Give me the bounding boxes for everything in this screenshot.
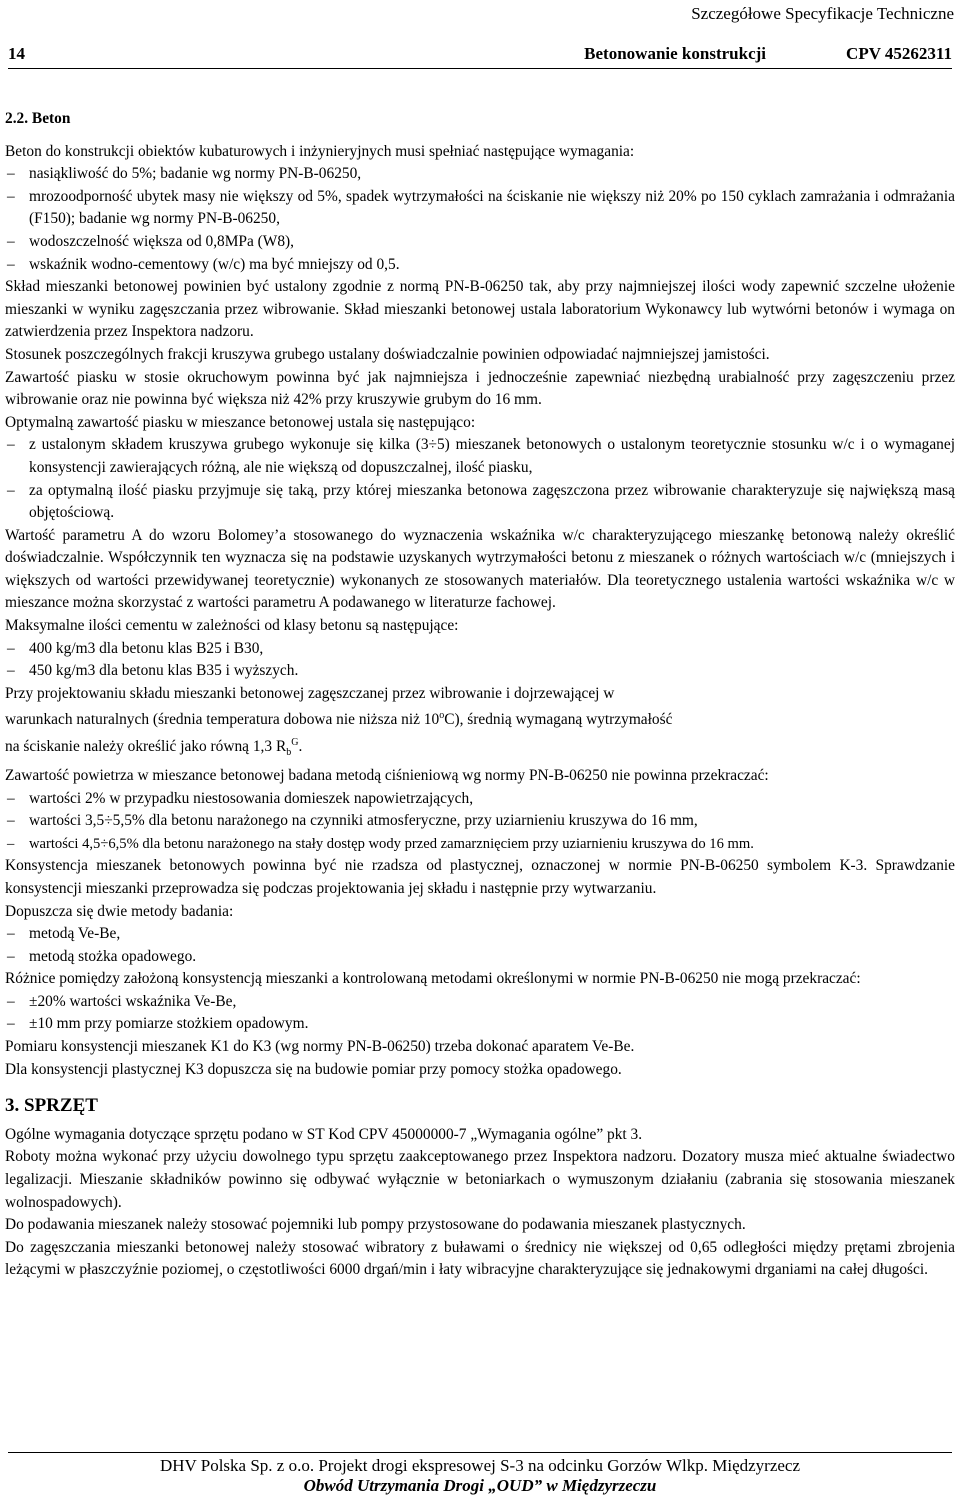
paragraph: Maksymalne ilości cementu w zależności od klasy betonu są następujące: xyxy=(5,617,459,635)
footer-line-1: DHV Polska Sp. z o.o. Projekt drogi ekspresowej S-3 na odcinku Gorzów Wlkp. Międzyrzecz xyxy=(159,1456,801,1475)
list-item: – wodoszczelność większa od 0,8MPa (W8), xyxy=(5,231,955,254)
section-heading: 3. SPRZĘT xyxy=(5,1095,98,1117)
paragraph: Do zagęszczania mieszanki betonowej należy stosować wibratory z buławami o średnicy nie większej od 0,65 odległości między prętami zbrojenia leżącymi w płaszczyźnie poziomej, o częstotliwości 6000 drgań/min i łaty wibracyjne charakteryzujące się jednakowymi drganiami na całej długości. xyxy=(5,1238,955,1279)
list-item: – wskaźnik wodno-cementowy (w/c) ma być mniejszy od 0,5. xyxy=(5,254,955,277)
text-run: na ściskanie należy określić jako równą 1,3 R xyxy=(5,738,287,756)
paragraph: Optymalną zawartość piasku w mieszance betonowej ustala się następująco: xyxy=(5,413,476,431)
paragraph: Wartość parametru A do wzoru Bolomey’a stosowanego do wyznaczenia wskaźnika w/c charakteryzującego mieszankę betonową należy określić doświadczalnie. Współczynnik ten wyznacza się na podstawie uzyskanych wytrzymałości betonu z mieszanek o różnych wartościach w/c (mniejszych i większych od wartości przewidywanej teoretycznie) wykonanych ze stosowanych materiałów. Dla teoretycznego ustalenia wartości wskaźnika w/c w mieszance można skorzystać z wartości parametru A podawanego w literaturze fachowej. xyxy=(5,526,955,612)
paragraph-line: warunkach naturalnych (średnia temperatura dobowa nie niższa niż 10$^o$C), średnią wymaganą wytrzymałość xyxy=(5,710,673,729)
paragraph-line: na ściskanie należy określić jako równą 1,3 $R_b^G$. xyxy=(5,737,303,759)
section-title: Betonowanie konstrukcji xyxy=(584,44,766,63)
list-item: – wartości 2% w przypadku niestosowania domieszek napowietrzających, xyxy=(5,788,955,811)
page-number: 14 xyxy=(8,44,25,63)
footer-rule xyxy=(8,1452,952,1453)
section-heading: 2.2. Beton xyxy=(5,110,71,127)
paragraph: Zawartość piasku w stosie okruchowym powinna być jak najmniejsza i jednocześnie zapewniać niezbędną urabialność przy zagęszczeniu przez wibrowanie oraz nie powinna być większa niż 42% przy kruszywie grubym do 16 mm. xyxy=(5,368,955,409)
list-item: – z ustalonym składem kruszywa grubego wykonuje się kilka (3÷5) mieszanek betonowych o ustalonym teoretycznie stosunku w/c i o wymaganej konsystencji zawierających różną, ale nie większą od dopuszczalnej, ilość piasku, xyxy=(5,434,955,479)
paragraph: Dopuszcza się dwie metody badania: xyxy=(5,902,234,920)
footer-line-2: Obwód Utrzymania Drogi „OUD” w Międzyrzeczu xyxy=(303,1476,657,1495)
header-rule xyxy=(8,68,952,69)
list-item: – nasiąkliwość do 5%; badanie wg normy PN-B-06250, xyxy=(5,163,955,186)
paragraph: Konsystencja mieszanek betonowych powinna być nie rzadsza od plastycznej, oznaczonej w normie PN-B-06250 symbolem K-3. Sprawdzanie konsystencji mieszanki przeprowadza się podczas projektowania jej składu i następnie przy wytwarzaniu. xyxy=(5,857,955,897)
list-item: – wartości 4,5÷6,5% dla betonu narażonego na stały dostęp wody przed zamarznięciem przy uziarnieniu kruszywa do 16 mm. xyxy=(5,833,955,856)
paragraph: Dla konsystencji plastycznej K3 dopuszcza się na budowie pomiar przy pomocy stożka opadowego. xyxy=(5,1060,622,1078)
paragraph: Przy projektowaniu składu mieszanki betonowej zagęszczanej przez wibrowanie i dojrzewającej w xyxy=(5,684,615,702)
list-item: – 400 kg/m3 dla betonu klas B25 i B30, xyxy=(5,638,955,661)
list-item: – mrozoodporność ubytek masy nie większy od 5%, spadek wytrzymałości na ściskanie nie większy niż 20% po 150 cyklach zamrażania i odmrażania (F150); badanie wg normy PN-B-06250, xyxy=(5,186,955,231)
page-footer xyxy=(0,1456,960,1496)
paragraph: Stosunek poszczególnych frakcji kruszywa grubego ustalany doświadczalnie powinien odpowiadać najmniejszej jamistości. xyxy=(5,345,770,363)
paragraph: Roboty można wykonać przy użyciu dowolnego typu sprzętu zaakceptowanego przez Inspektora nadzoru. Dozatory musza mieć aktualne świadectwo legalizacji. Mieszanie składników powinno się odbywać wyłącznie w betoniarkach o wymuszonym działaniu (zabrania się stosowania mieszanek wolnospadowych). xyxy=(5,1148,955,1211)
text-run: C), średnią wymaganą wytrzymałość xyxy=(444,711,673,729)
text-run: warunkach naturalnych (średnia temperatura dobowa nie niższa niż 10 xyxy=(5,711,440,729)
paragraph: Ogólne wymagania dotyczące sprzętu podano w ST Kod CPV 45000000-7 „Wymagania ogólne” pkt 3. xyxy=(5,1125,643,1143)
paragraph: Różnice pomiędzy założoną konsystencją mieszanki a kontrolowaną metodami określonymi w normie PN-B-06250 nie mogą przekraczać: xyxy=(5,970,861,988)
list-item: – metodą stożka opadowego. xyxy=(5,946,955,969)
text-run: . xyxy=(298,738,303,756)
list-item: – metodą Ve-Be, xyxy=(5,923,955,946)
list-item: – ±10 mm przy pomiarze stożkiem opadowym. xyxy=(5,1013,955,1036)
list-item: – 450 kg/m3 dla betonu klas B35 i wyższych. xyxy=(5,660,955,683)
paragraph: Zawartość powietrza w mieszance betonowej badana metodą ciśnieniową wg normy PN-B-06250 nie powinna przekraczać: xyxy=(5,766,769,784)
paragraph: Beton do konstrukcji obiektów kubaturowych i inżynieryjnych musi spełniać następujące wymagania: xyxy=(5,142,635,160)
list-item: – ±20% wartości wskaźnika Ve-Be, xyxy=(5,991,955,1014)
paragraph: Pomiaru konsystencji mieszanek K1 do K3 (wg normy PN-B-06250) trzeba dokonać aparatem Ve-Be. xyxy=(5,1038,635,1056)
paragraph: Skład mieszanki betonowej powinien być ustalony zgodnie z normą PN-B-06250 tak, aby przy najmniejszej ilości wody zapewnić szczelne ułożenie mieszanki w wyniku zagęszczania przez wibrowanie. Skład mieszanki betonowej ustala laboratorium Wykonawcy lub wytwórni betonów i wymaga on zatwierdzenia przez Inspektora nadzoru. xyxy=(5,278,955,341)
document-body xyxy=(5,108,955,1282)
paragraph: Do podawania mieszanek należy stosować pojemniki lub pompy przystosowane do podawania mieszanek plastycznych. xyxy=(5,1216,746,1234)
spec-title: Szczegółowe Specyfikacje Techniczne xyxy=(691,4,954,23)
list-item: – wartości 3,5÷5,5% dla betonu narażonego na czynniki atmosferyczne, przy uziarnieniu kruszywa do 16 mm, xyxy=(5,810,955,833)
list-item: – za optymalną ilość piasku przyjmuje się taką, przy której mieszanka betonowa zagęszczona przez wibrowanie charakteryzuje się największą masą objętościową. xyxy=(5,480,955,525)
cpv-code: CPV 45262311 xyxy=(846,44,952,63)
